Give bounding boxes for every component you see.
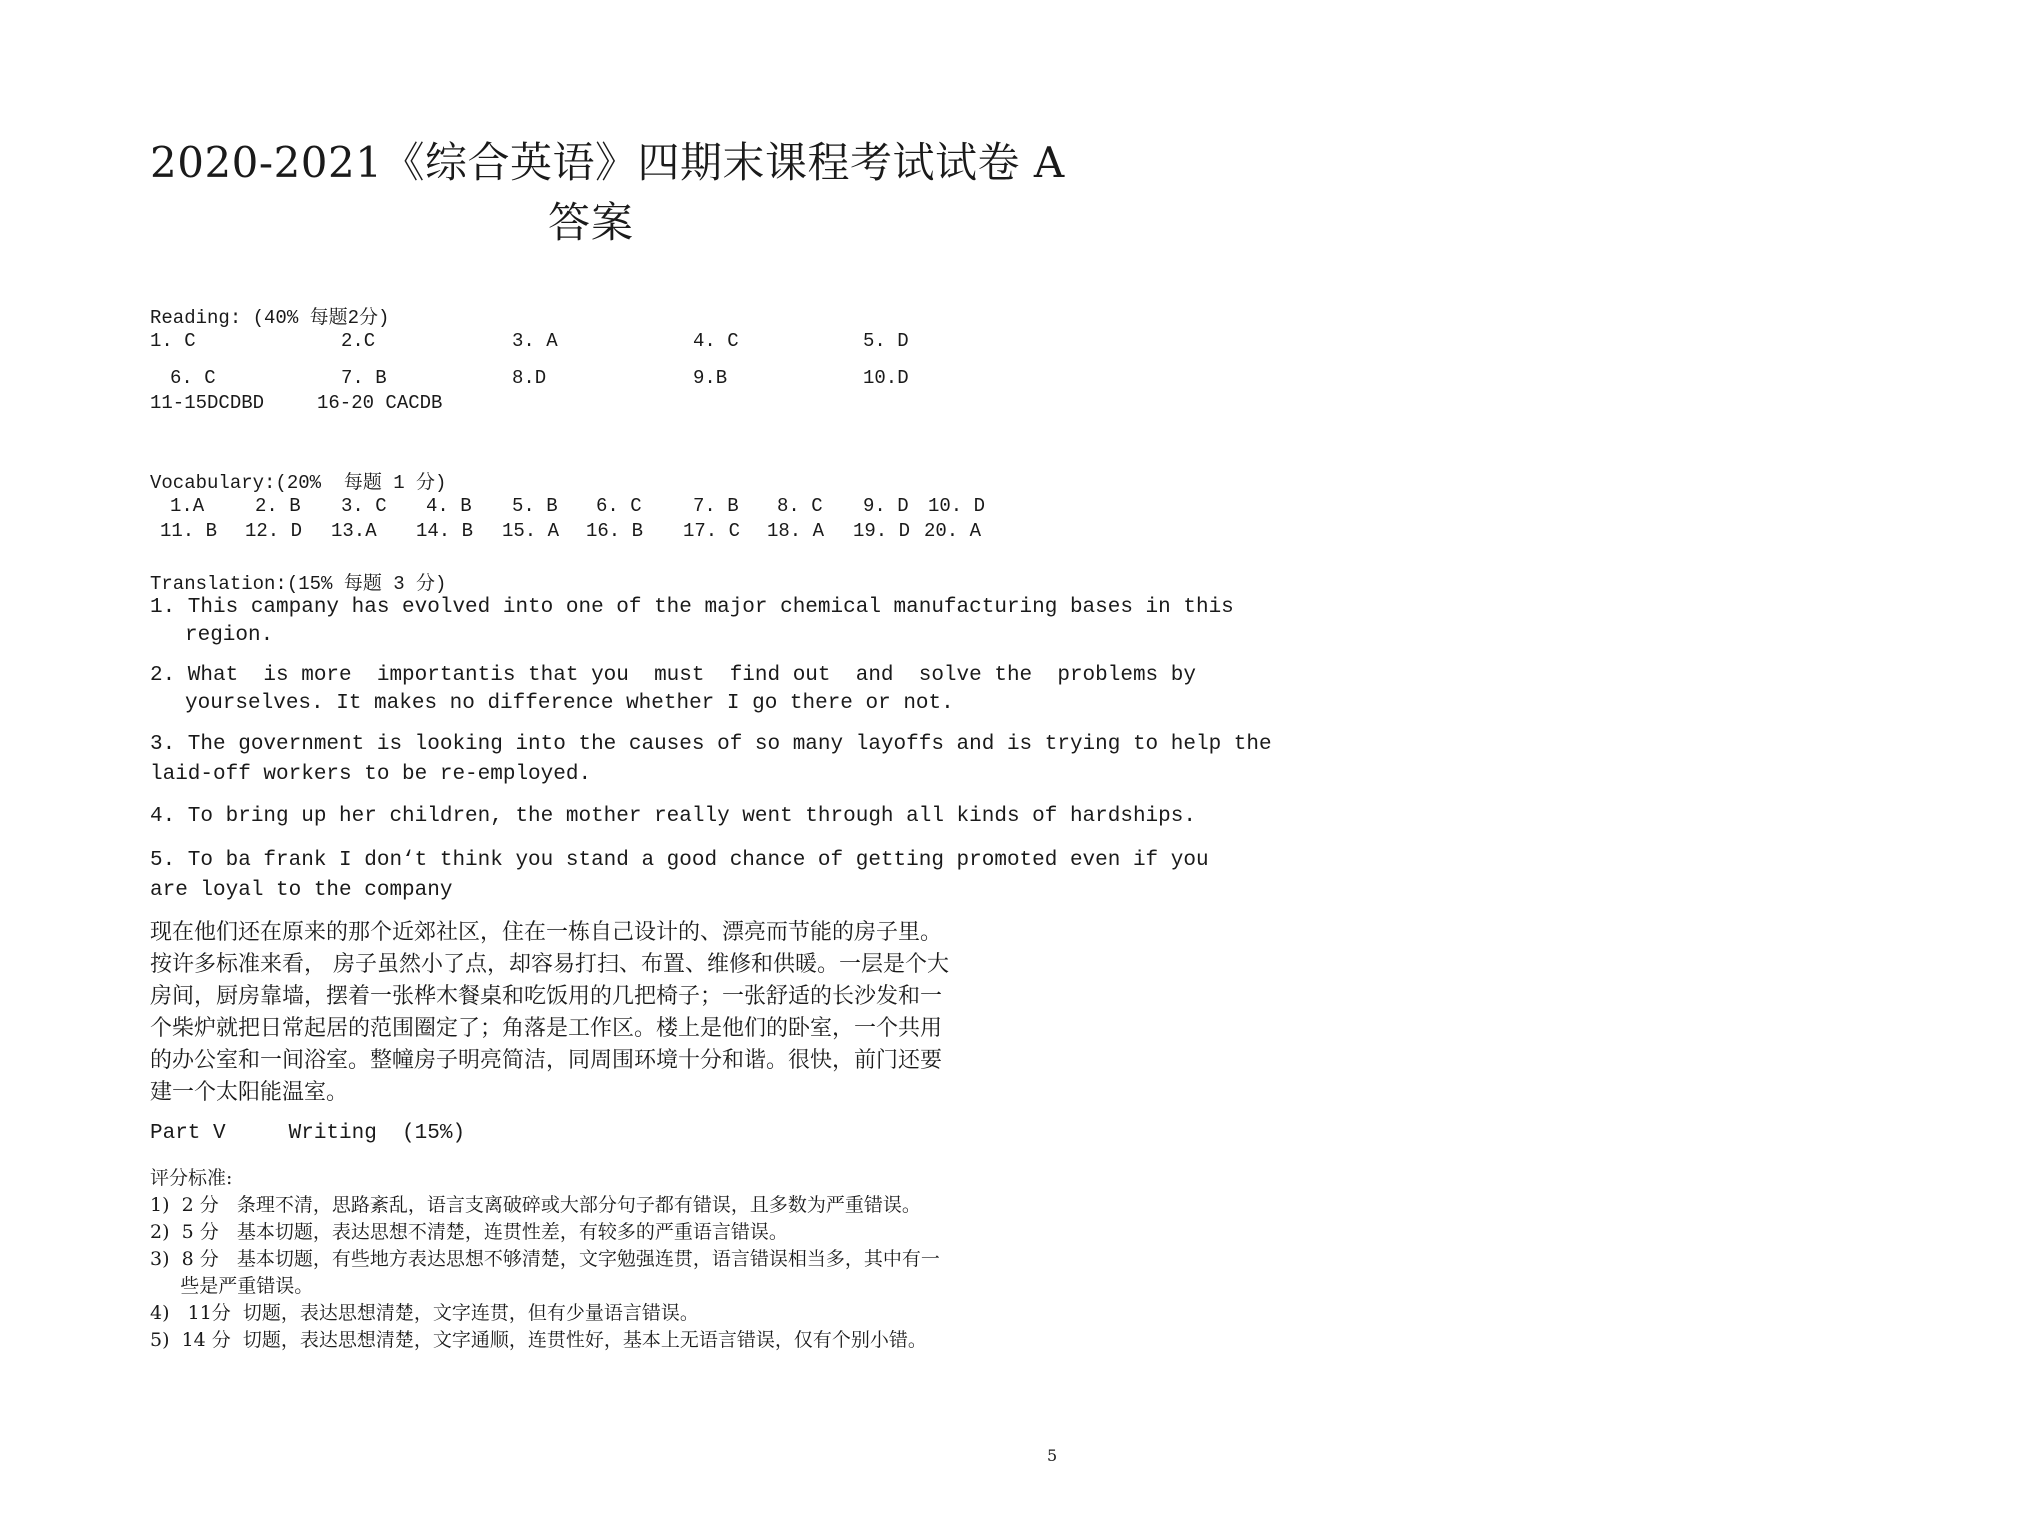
reading-answer: 6. C [170,367,216,389]
writing-header: Part V Writing (15%) [150,1122,466,1145]
reading-answer: 16-20 CACDB [317,392,443,414]
reading-answer: 2.C [341,330,376,352]
reading-answer: 7. B [341,367,387,389]
criteria-item: 3) 8 分 基本切题，有些地方表达思想不够清楚，文字勉强连贯，语言错误相当多，其中有一 [150,1248,940,1270]
translation-item-3: 3. The government is looking into the causes of so many layoffs and is trying to help the [150,733,1272,756]
chinese-paragraph-line: 现在他们还在原来的那个近郊社区，住在一栋自己设计的、漂亮而节能的房子里。 [150,920,943,945]
criteria-item: 些是严重错误。 [150,1275,314,1297]
vocabulary-answer: 7. B [693,495,739,517]
criteria-item: 4) 11分 切题，表达思想清楚，文字连贯，但有少量语言错误。 [150,1302,699,1324]
vocabulary-answer: 15. A [502,520,560,542]
vocabulary-answer: 13.A [331,520,377,542]
vocabulary-answer: 4. B [426,495,472,517]
document-subtitle: 答案 [548,198,635,247]
vocabulary-header: Vocabulary:(20% 每题 1 分) [150,472,447,494]
vocabulary-answer: 9. D [863,495,909,517]
translation-item-5: 5. To ba frank I don‘t think you stand a good chance of getting promoted even if you [150,849,1209,872]
vocabulary-answer: 20. A [924,520,982,542]
vocabulary-answer: 2. B [255,495,301,517]
translation-item-3-cont: laid-off workers to be re-employed. [150,763,592,786]
reading-answer: 1. C [150,330,196,352]
document-title: 2020-2021《综合英语》四期末课程考试试卷 A [150,138,1065,187]
translation-item-2: 2. What is more importantis that you must find out and solve the problems by [150,664,1196,687]
vocabulary-answer: 17. C [683,520,741,542]
reading-answer: 8.D [512,367,547,389]
page-number: 5 [1047,1446,1058,1465]
criteria-item: 2) 5 分 基本切题，表达思想不清楚，连贯性差，有较多的严重语言错误。 [150,1221,788,1243]
translation-item-1: 1. This campany has evolved into one of the major chemical manufacturing bases in this [150,596,1234,619]
translation-item-1-cont: region. [185,624,274,647]
criteria-item: 5) 14 分 切题，表达思想清楚，文字通顺，连贯性好，基本上无语言错误，仅有个别小错。 [150,1329,927,1351]
reading-answer: 3. A [512,330,558,352]
translation-item-2-cont: yourselves. It makes no difference whether I go there or not. [185,692,954,715]
vocabulary-answer: 18. A [767,520,825,542]
vocabulary-answer: 1.A [170,495,205,517]
reading-header: Reading: (40% 每题2分) [150,307,390,329]
reading-answer: 4. C [693,330,739,352]
reading-answer: 11-15DCDBD [150,392,265,414]
chinese-paragraph-line: 按许多标准来看， 房子虽然小了点，却容易打扫、布置、维修和供暖。一层是个大 [150,952,949,977]
criteria-title: 评分标准: [150,1167,233,1189]
reading-answer: 9.B [693,367,728,389]
reading-answer: 5. D [863,330,909,352]
reading-answer: 10.D [863,367,909,389]
vocabulary-answer: 19. D [853,520,911,542]
vocabulary-answer: 12. D [245,520,303,542]
vocabulary-answer: 16. B [586,520,644,542]
vocabulary-answer: 8. C [777,495,823,517]
chinese-paragraph-line: 建一个太阳能温室。 [150,1080,349,1105]
vocabulary-answer: 3. C [341,495,387,517]
vocabulary-answer: 14. B [416,520,474,542]
vocabulary-answer: 11. B [160,520,218,542]
translation-header: Translation:(15% 每题 3 分) [150,573,447,595]
vocabulary-answer: 10. D [928,495,986,517]
chinese-paragraph-line: 房间，厨房靠墙，摆着一张桦木餐桌和吃饭用的几把椅子；一张舒适的长沙发和一 [150,984,943,1009]
vocabulary-answer: 5. B [512,495,558,517]
translation-item-4: 4. To bring up her children, the mother really went through all kinds of hardships. [150,805,1196,828]
vocabulary-answer: 6. C [596,495,642,517]
criteria-item: 1) 2 分 条理不清，思路紊乱，语言支离破碎或大部分句子都有错误，且多数为严重错误。 [150,1194,921,1216]
chinese-paragraph-line: 的办公室和一间浴室。整幢房子明亮简洁，同周围环境十分和谐。很快，前门还要 [150,1048,943,1073]
translation-item-5-cont: are loyal to the company [150,879,453,902]
chinese-paragraph-line: 个柴炉就把日常起居的范围圈定了；角落是工作区。楼上是他们的卧室，一个共用 [150,1016,943,1041]
